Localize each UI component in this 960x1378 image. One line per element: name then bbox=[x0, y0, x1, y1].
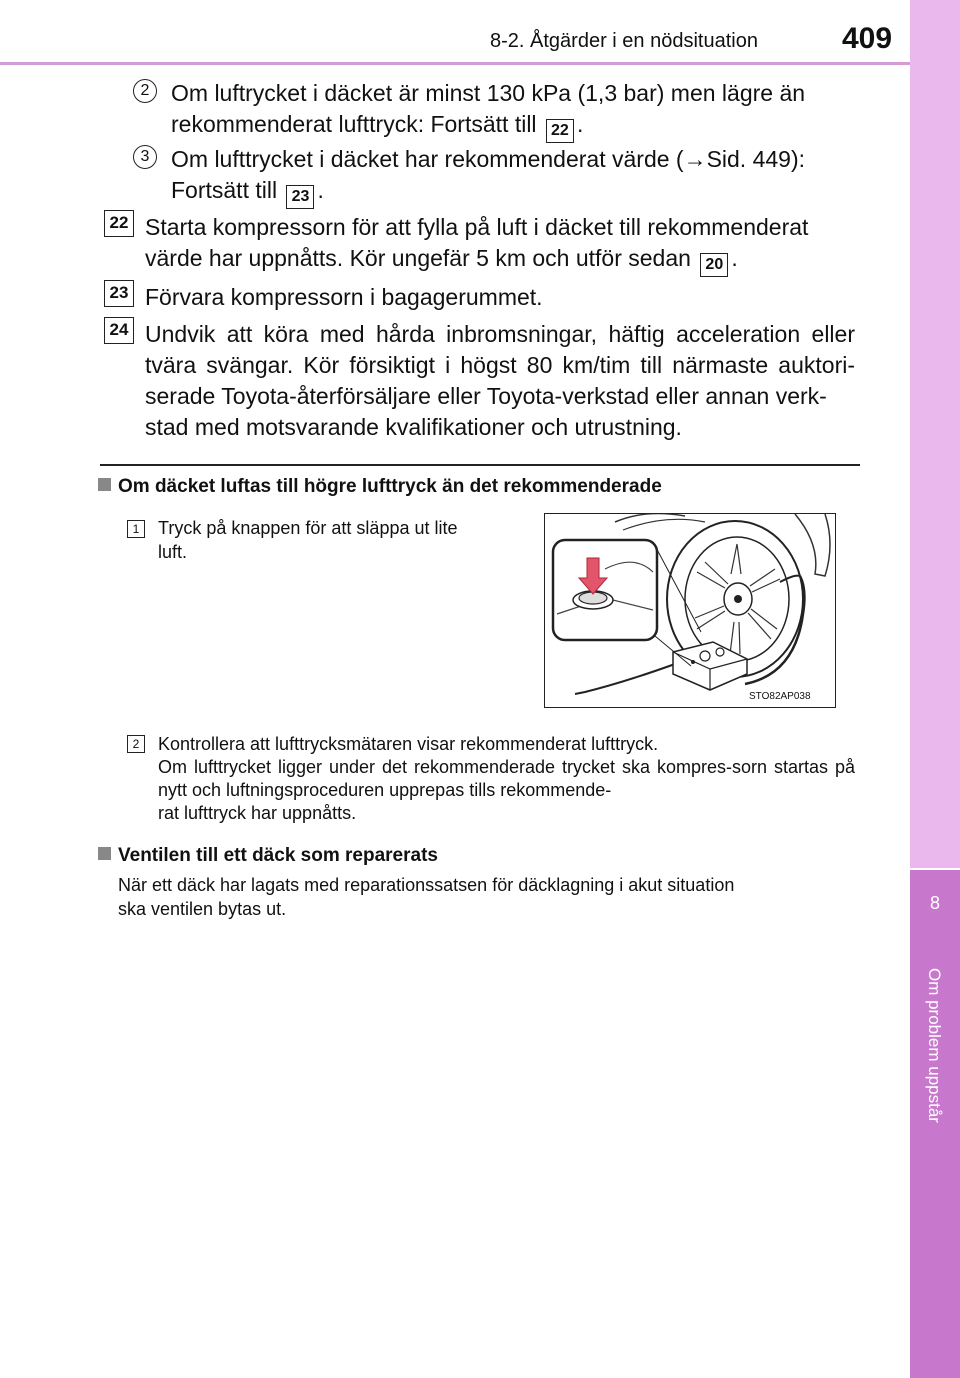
step-22-box: 22 bbox=[104, 210, 134, 237]
square-bullet-icon bbox=[98, 847, 111, 860]
section-heading-valve bbox=[98, 845, 438, 867]
substep-2-marker: 2 bbox=[133, 79, 157, 103]
tab-upper-band bbox=[910, 0, 960, 868]
substep-3-text bbox=[171, 144, 855, 209]
step-ref-20: 20 bbox=[700, 253, 728, 277]
valve-last-line: ska ventilen bytas ut. bbox=[118, 899, 287, 919]
valve-text bbox=[118, 873, 855, 921]
substep-3-last-line bbox=[171, 175, 855, 209]
item-2-text bbox=[158, 733, 855, 825]
step-24-box: 24 bbox=[104, 317, 134, 344]
item-2-last-line: rat lufttryck har uppnåtts. bbox=[158, 803, 357, 823]
step-23-text: Förvara kompressorn i bagagerummet. bbox=[145, 284, 543, 310]
section-heading-overinflated bbox=[98, 476, 662, 498]
item-1-text bbox=[158, 516, 520, 564]
substep-2-text bbox=[171, 78, 855, 143]
item-2-body: Om lufttrycket ligger under det rekommenderade trycket ska kompres-sorn startas på nytt och luftningsproceduren upprepas tills rekommende- bbox=[158, 757, 855, 800]
tab-divider bbox=[910, 868, 960, 870]
compressor-illustration bbox=[544, 513, 836, 708]
step-ref-22: 22 bbox=[546, 119, 574, 143]
step-24-text bbox=[145, 319, 855, 443]
chapter-side-tab bbox=[910, 0, 960, 1360]
header-divider bbox=[0, 62, 910, 65]
tire-compressor-drawing bbox=[545, 514, 834, 706]
chapter-label: Om problem uppstår bbox=[925, 968, 944, 1123]
step-ref-23: 23 bbox=[286, 185, 314, 209]
tab-chapter-band bbox=[910, 868, 960, 1378]
substep-2-end: . bbox=[576, 111, 584, 137]
heading-valve-text: Ventilen till ett däck som reparerats bbox=[118, 845, 438, 866]
substep-3-body: Om lufttrycket i däcket har rekommenderat värde (→Sid. 449): bbox=[171, 146, 806, 172]
item-1-box: 1 bbox=[127, 520, 145, 538]
substep-3-end: . bbox=[317, 177, 324, 203]
item-1-body: Tryck på knappen för att släppa ut lite bbox=[158, 518, 458, 538]
step-24-body: Undvik att köra med hårda inbromsningar, häftig acceleration eller tvära svängar. Kör försiktigt i högst 80 km/tim till närmaste auktori-serade Toyota-återförsäljare eller Toyota-verkstad eller annan verk- bbox=[145, 321, 855, 409]
substep-3-marker: 3 bbox=[133, 145, 157, 169]
chapter-number: 8 bbox=[929, 893, 940, 913]
step-22-end: . bbox=[731, 245, 738, 271]
substep-2-last-line bbox=[171, 109, 855, 143]
step-24-last-line: stad med motsvarande kvalifikationer och utrustning. bbox=[145, 414, 682, 440]
substep-2-last-text: rekommenderat lufttryck: Fortsätt till bbox=[171, 111, 537, 137]
step-22-text bbox=[145, 212, 855, 277]
page-number: 409 bbox=[842, 22, 893, 55]
item-2-first-line: Kontrollera att lufttrycksmätaren visar rekommenderat lufttryck. bbox=[158, 734, 659, 754]
section-divider bbox=[100, 464, 860, 466]
step-23-box: 23 bbox=[104, 280, 134, 307]
substep-2-body: Om luftrycket i däcket är minst 130 kPa (1,3 bar) men lägre än bbox=[171, 80, 806, 106]
step-22-last-line bbox=[145, 243, 855, 277]
item-1-last-line: luft. bbox=[158, 542, 188, 562]
step-22-body: Starta kompressorn för att fylla på luft i däcket till rekommenderat bbox=[145, 214, 809, 240]
figure-code: STO82AP038 bbox=[749, 691, 811, 702]
heading-overinflated-text: Om däcket luftas till högre lufttryck än det rekommenderade bbox=[118, 476, 662, 497]
square-bullet-icon bbox=[98, 478, 111, 491]
valve-body: När ett däck har lagats med reparationssatsen för däcklagning i akut situation bbox=[118, 875, 735, 895]
item-2-box: 2 bbox=[127, 735, 145, 753]
substep-3-last-text: Fortsätt till bbox=[171, 177, 278, 203]
step-22-last-text: värde har uppnåtts. Kör ungefär 5 km och utför sedan bbox=[145, 245, 691, 271]
section-title: 8-2. Åtgärder i en nödsituation bbox=[490, 30, 758, 52]
